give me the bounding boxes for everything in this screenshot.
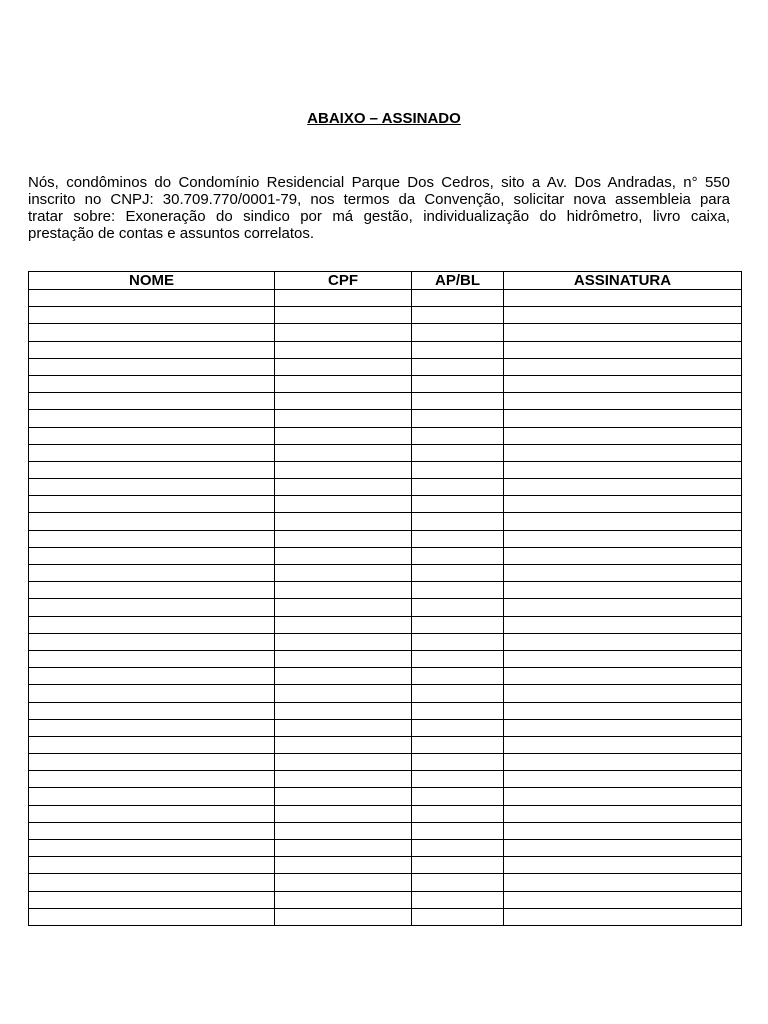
ap-bl-cell[interactable] bbox=[412, 633, 504, 650]
assinatura-cell[interactable] bbox=[504, 908, 742, 925]
cpf-cell[interactable] bbox=[275, 565, 412, 582]
intro-line: prestação de contas e assuntos correlatos. bbox=[28, 225, 314, 242]
column-header-cpf: CPF bbox=[275, 272, 412, 290]
assinatura-cell[interactable] bbox=[504, 891, 742, 908]
cpf-cell[interactable] bbox=[275, 788, 412, 805]
intro-paragraph bbox=[28, 174, 730, 242]
assinatura-cell[interactable] bbox=[504, 822, 742, 839]
ap-bl-cell[interactable] bbox=[412, 375, 504, 392]
table-row bbox=[29, 736, 742, 753]
nome-cell[interactable] bbox=[29, 341, 275, 358]
table-row bbox=[29, 427, 742, 444]
cpf-cell[interactable] bbox=[275, 822, 412, 839]
assinatura-cell[interactable] bbox=[504, 358, 742, 375]
cpf-cell[interactable] bbox=[275, 410, 412, 427]
assinatura-cell[interactable] bbox=[504, 444, 742, 461]
ap-bl-cell[interactable] bbox=[412, 461, 504, 478]
cpf-cell[interactable] bbox=[275, 668, 412, 685]
nome-cell[interactable] bbox=[29, 444, 275, 461]
nome-cell[interactable] bbox=[29, 496, 275, 513]
assinatura-cell[interactable] bbox=[504, 479, 742, 496]
table-row bbox=[29, 530, 742, 547]
assinatura-cell[interactable] bbox=[504, 754, 742, 771]
nome-cell[interactable] bbox=[29, 427, 275, 444]
assinatura-cell[interactable] bbox=[504, 582, 742, 599]
nome-cell[interactable] bbox=[29, 616, 275, 633]
assinatura-cell[interactable] bbox=[504, 771, 742, 788]
table-row bbox=[29, 547, 742, 564]
ap-bl-cell[interactable] bbox=[412, 908, 504, 925]
cpf-cell[interactable] bbox=[275, 805, 412, 822]
table-row bbox=[29, 633, 742, 650]
cpf-cell[interactable] bbox=[275, 857, 412, 874]
table-row bbox=[29, 410, 742, 427]
nome-cell[interactable] bbox=[29, 290, 275, 307]
cpf-cell[interactable] bbox=[275, 891, 412, 908]
cpf-cell[interactable] bbox=[275, 341, 412, 358]
table-row bbox=[29, 393, 742, 410]
table-row bbox=[29, 324, 742, 341]
cpf-cell[interactable] bbox=[275, 324, 412, 341]
ap-bl-cell[interactable] bbox=[412, 616, 504, 633]
assinatura-cell[interactable] bbox=[504, 633, 742, 650]
table-row bbox=[29, 788, 742, 805]
assinatura-cell[interactable] bbox=[504, 427, 742, 444]
cpf-cell[interactable] bbox=[275, 633, 412, 650]
column-header-ap-bl: AP/BL bbox=[412, 272, 504, 290]
ap-bl-cell[interactable] bbox=[412, 874, 504, 891]
assinatura-cell[interactable] bbox=[504, 702, 742, 719]
table-row bbox=[29, 771, 742, 788]
cpf-cell[interactable] bbox=[275, 685, 412, 702]
ap-bl-cell[interactable] bbox=[412, 410, 504, 427]
table-row bbox=[29, 702, 742, 719]
cpf-cell[interactable] bbox=[275, 547, 412, 564]
ap-bl-cell[interactable] bbox=[412, 324, 504, 341]
ap-bl-cell[interactable] bbox=[412, 307, 504, 324]
nome-cell[interactable] bbox=[29, 307, 275, 324]
assinatura-cell[interactable] bbox=[504, 719, 742, 736]
ap-bl-cell[interactable] bbox=[412, 702, 504, 719]
nome-cell[interactable] bbox=[29, 479, 275, 496]
ap-bl-cell[interactable] bbox=[412, 736, 504, 753]
assinatura-cell[interactable] bbox=[504, 650, 742, 667]
cpf-cell[interactable] bbox=[275, 754, 412, 771]
ap-bl-cell[interactable] bbox=[412, 496, 504, 513]
nome-cell[interactable] bbox=[29, 375, 275, 392]
ap-bl-cell[interactable] bbox=[412, 857, 504, 874]
nome-cell[interactable] bbox=[29, 702, 275, 719]
assinatura-cell[interactable] bbox=[504, 736, 742, 753]
cpf-cell[interactable] bbox=[275, 444, 412, 461]
table-row bbox=[29, 290, 742, 307]
table-row bbox=[29, 650, 742, 667]
ap-bl-cell[interactable] bbox=[412, 393, 504, 410]
ap-bl-cell[interactable] bbox=[412, 771, 504, 788]
ap-bl-cell[interactable] bbox=[412, 565, 504, 582]
ap-bl-cell[interactable] bbox=[412, 582, 504, 599]
ap-bl-cell[interactable] bbox=[412, 341, 504, 358]
ap-bl-cell[interactable] bbox=[412, 822, 504, 839]
nome-cell[interactable] bbox=[29, 650, 275, 667]
nome-cell[interactable] bbox=[29, 685, 275, 702]
cpf-cell[interactable] bbox=[275, 702, 412, 719]
signature-table bbox=[28, 271, 742, 926]
cpf-cell[interactable] bbox=[275, 840, 412, 857]
cpf-cell[interactable] bbox=[275, 582, 412, 599]
intro-line: inscrito no CNPJ: 30.709.770/0001-79, nos termos da Convenção, solicitar nova assembleia para bbox=[28, 191, 730, 208]
table-row bbox=[29, 616, 742, 633]
table-row bbox=[29, 840, 742, 857]
assinatura-cell[interactable] bbox=[504, 599, 742, 616]
cpf-cell[interactable] bbox=[275, 719, 412, 736]
nome-cell[interactable] bbox=[29, 565, 275, 582]
nome-cell[interactable] bbox=[29, 822, 275, 839]
cpf-cell[interactable] bbox=[275, 358, 412, 375]
assinatura-cell[interactable] bbox=[504, 857, 742, 874]
assinatura-cell[interactable] bbox=[504, 874, 742, 891]
nome-cell[interactable] bbox=[29, 530, 275, 547]
nome-cell[interactable] bbox=[29, 324, 275, 341]
table-row bbox=[29, 513, 742, 530]
column-header-assinatura: ASSINATURA bbox=[504, 272, 742, 290]
assinatura-cell[interactable] bbox=[504, 341, 742, 358]
ap-bl-cell[interactable] bbox=[412, 530, 504, 547]
ap-bl-cell[interactable] bbox=[412, 719, 504, 736]
intro-line: Nós, condôminos do Condomínio Residencial Parque Dos Cedros, sito a Av. Dos Andradas, n° 550 bbox=[28, 174, 730, 191]
nome-cell[interactable] bbox=[29, 736, 275, 753]
assinatura-cell[interactable] bbox=[504, 496, 742, 513]
cpf-cell[interactable] bbox=[275, 650, 412, 667]
assinatura-cell[interactable] bbox=[504, 530, 742, 547]
ap-bl-cell[interactable] bbox=[412, 599, 504, 616]
table-row bbox=[29, 444, 742, 461]
ap-bl-cell[interactable] bbox=[412, 547, 504, 564]
assinatura-cell[interactable] bbox=[504, 668, 742, 685]
nome-cell[interactable] bbox=[29, 513, 275, 530]
nome-cell[interactable] bbox=[29, 874, 275, 891]
cpf-cell[interactable] bbox=[275, 307, 412, 324]
ap-bl-cell[interactable] bbox=[412, 513, 504, 530]
assinatura-cell[interactable] bbox=[504, 565, 742, 582]
nome-cell[interactable] bbox=[29, 908, 275, 925]
assinatura-cell[interactable] bbox=[504, 307, 742, 324]
table-row bbox=[29, 908, 742, 925]
table-row bbox=[29, 822, 742, 839]
table-row bbox=[29, 461, 742, 478]
cpf-cell[interactable] bbox=[275, 616, 412, 633]
table-row bbox=[29, 496, 742, 513]
ap-bl-cell[interactable] bbox=[412, 479, 504, 496]
cpf-cell[interactable] bbox=[275, 375, 412, 392]
table-row bbox=[29, 685, 742, 702]
table-header-row bbox=[29, 272, 742, 290]
nome-cell[interactable] bbox=[29, 599, 275, 616]
ap-bl-cell[interactable] bbox=[412, 788, 504, 805]
ap-bl-cell[interactable] bbox=[412, 754, 504, 771]
cpf-cell[interactable] bbox=[275, 496, 412, 513]
nome-cell[interactable] bbox=[29, 805, 275, 822]
cpf-cell[interactable] bbox=[275, 513, 412, 530]
document-title: ABAIXO – ASSINADO bbox=[307, 110, 461, 127]
nome-cell[interactable] bbox=[29, 857, 275, 874]
nome-cell[interactable] bbox=[29, 393, 275, 410]
assinatura-cell[interactable] bbox=[504, 461, 742, 478]
cpf-cell[interactable] bbox=[275, 736, 412, 753]
ap-bl-cell[interactable] bbox=[412, 668, 504, 685]
ap-bl-cell[interactable] bbox=[412, 358, 504, 375]
cpf-cell[interactable] bbox=[275, 479, 412, 496]
table-row bbox=[29, 479, 742, 496]
assinatura-cell[interactable] bbox=[504, 393, 742, 410]
assinatura-cell[interactable] bbox=[504, 840, 742, 857]
assinatura-cell[interactable] bbox=[504, 324, 742, 341]
intro-line: tratar sobre: Exoneração do sindico por má gestão, individualização do hidrômetro, livro caixa, bbox=[28, 208, 730, 225]
nome-cell[interactable] bbox=[29, 358, 275, 375]
assinatura-cell[interactable] bbox=[504, 513, 742, 530]
table-row bbox=[29, 754, 742, 771]
assinatura-cell[interactable] bbox=[504, 290, 742, 307]
assinatura-cell[interactable] bbox=[504, 410, 742, 427]
table-row bbox=[29, 668, 742, 685]
table-row bbox=[29, 599, 742, 616]
nome-cell[interactable] bbox=[29, 582, 275, 599]
column-header-nome: NOME bbox=[29, 272, 275, 290]
table-row bbox=[29, 874, 742, 891]
nome-cell[interactable] bbox=[29, 840, 275, 857]
nome-cell[interactable] bbox=[29, 633, 275, 650]
assinatura-cell[interactable] bbox=[504, 547, 742, 564]
assinatura-cell[interactable] bbox=[504, 616, 742, 633]
cpf-cell[interactable] bbox=[275, 908, 412, 925]
cpf-cell[interactable] bbox=[275, 771, 412, 788]
nome-cell[interactable] bbox=[29, 754, 275, 771]
ap-bl-cell[interactable] bbox=[412, 805, 504, 822]
cpf-cell[interactable] bbox=[275, 874, 412, 891]
table-row bbox=[29, 805, 742, 822]
cpf-cell[interactable] bbox=[275, 530, 412, 547]
nome-cell[interactable] bbox=[29, 788, 275, 805]
nome-cell[interactable] bbox=[29, 891, 275, 908]
table-row bbox=[29, 719, 742, 736]
cpf-cell[interactable] bbox=[275, 599, 412, 616]
table-row bbox=[29, 341, 742, 358]
nome-cell[interactable] bbox=[29, 410, 275, 427]
nome-cell[interactable] bbox=[29, 771, 275, 788]
nome-cell[interactable] bbox=[29, 719, 275, 736]
ap-bl-cell[interactable] bbox=[412, 840, 504, 857]
nome-cell[interactable] bbox=[29, 461, 275, 478]
table-row bbox=[29, 891, 742, 908]
ap-bl-cell[interactable] bbox=[412, 685, 504, 702]
assinatura-cell[interactable] bbox=[504, 805, 742, 822]
cpf-cell[interactable] bbox=[275, 290, 412, 307]
table-row bbox=[29, 307, 742, 324]
table-row bbox=[29, 857, 742, 874]
ap-bl-cell[interactable] bbox=[412, 427, 504, 444]
cpf-cell[interactable] bbox=[275, 427, 412, 444]
table-row bbox=[29, 375, 742, 392]
signature-table-body bbox=[29, 290, 742, 926]
assinatura-cell[interactable] bbox=[504, 375, 742, 392]
assinatura-cell[interactable] bbox=[504, 685, 742, 702]
cpf-cell[interactable] bbox=[275, 461, 412, 478]
ap-bl-cell[interactable] bbox=[412, 444, 504, 461]
ap-bl-cell[interactable] bbox=[412, 290, 504, 307]
nome-cell[interactable] bbox=[29, 547, 275, 564]
ap-bl-cell[interactable] bbox=[412, 650, 504, 667]
table-row bbox=[29, 358, 742, 375]
cpf-cell[interactable] bbox=[275, 393, 412, 410]
nome-cell[interactable] bbox=[29, 668, 275, 685]
table-row bbox=[29, 582, 742, 599]
table-row bbox=[29, 565, 742, 582]
ap-bl-cell[interactable] bbox=[412, 891, 504, 908]
assinatura-cell[interactable] bbox=[504, 788, 742, 805]
